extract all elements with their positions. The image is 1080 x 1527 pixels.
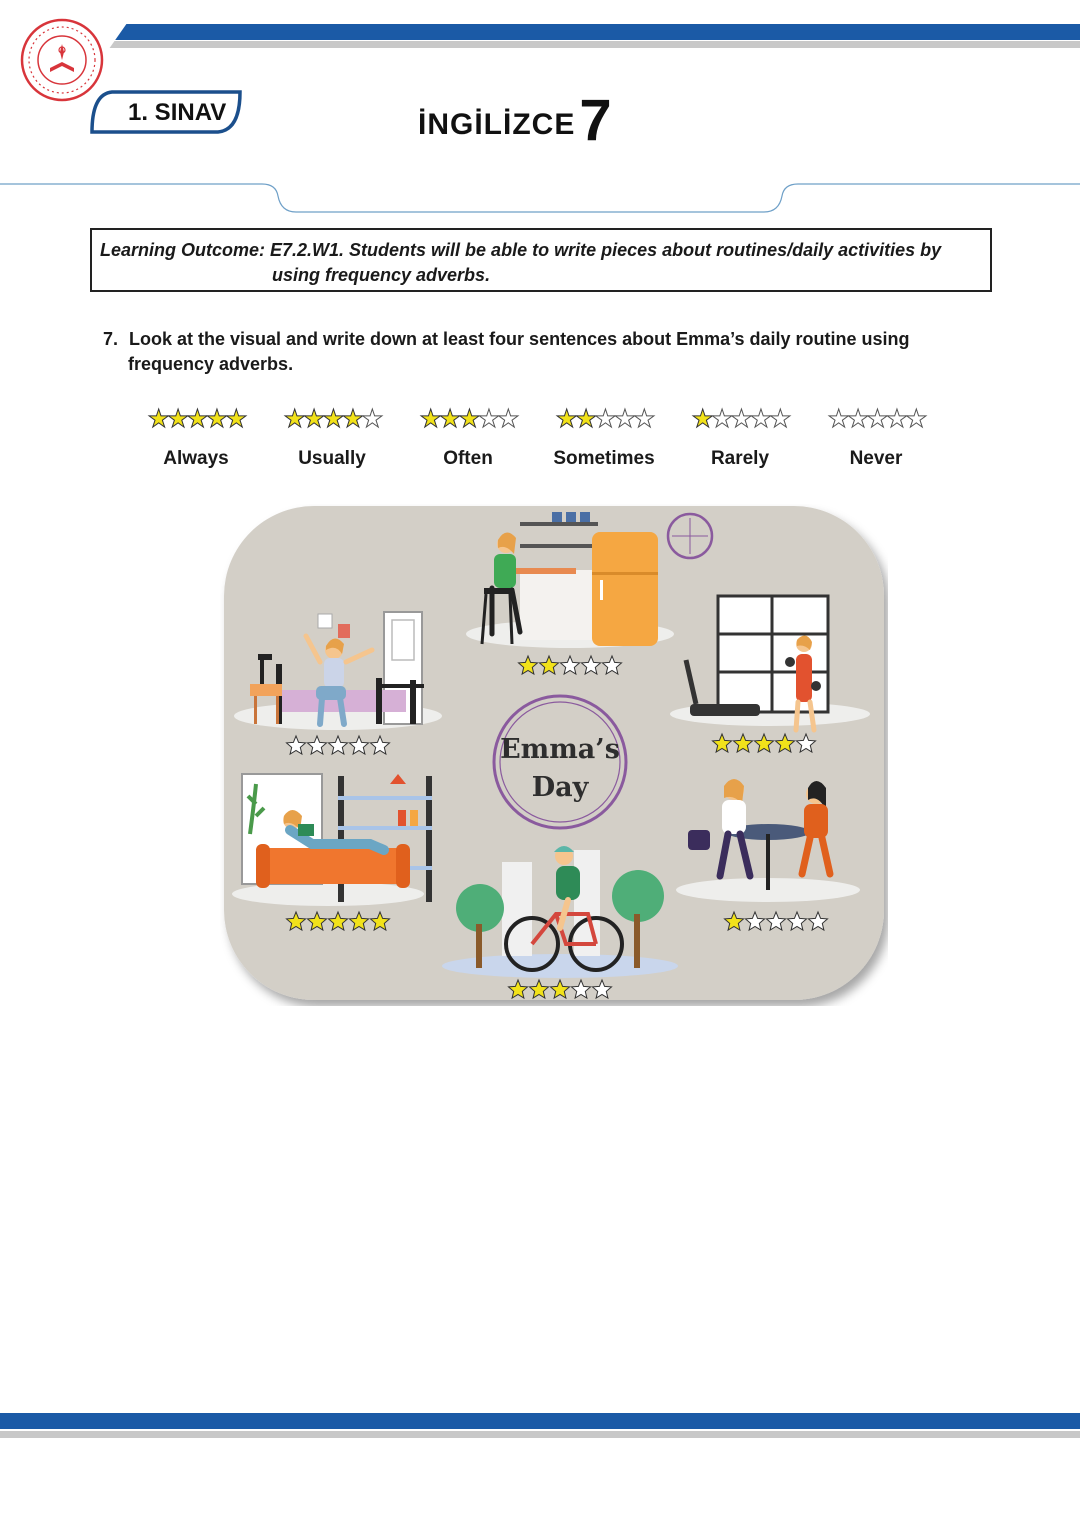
star-rating	[400, 404, 536, 434]
filled-star-icon: ★	[438, 405, 459, 433]
scale-label: Rarely	[710, 448, 770, 469]
filled-star-icon: ★	[147, 405, 167, 433]
empty-star-icon: ★	[827, 405, 847, 433]
scale-item-never	[808, 404, 944, 470]
badge-title-line-2: Day	[531, 772, 589, 803]
empty-star-icon: ★	[497, 405, 517, 433]
bottom-grey-bar	[0, 1431, 1080, 1438]
star-rating	[264, 404, 400, 434]
top-blue-bar	[100, 24, 1080, 40]
question-line-2: frequency adverbs.	[128, 354, 294, 374]
outcome-line-2: using frequency adverbs.	[272, 265, 491, 285]
filled-star-icon: ★	[186, 405, 206, 433]
scale-label: Sometimes	[553, 448, 655, 469]
question-line-1: Look at the visual and write down at least four sentences about Emma’s daily routine using	[129, 329, 910, 349]
filled-star-icon: ★	[574, 405, 595, 433]
learning-outcome-box	[90, 228, 992, 292]
filled-star-icon: ★	[322, 405, 342, 433]
empty-star-icon: ★	[633, 405, 653, 433]
star-rating	[672, 404, 808, 434]
empty-star-icon: ★	[749, 405, 770, 433]
empty-star-icon: ★	[769, 405, 789, 433]
empty-star-icon: ★	[710, 405, 731, 433]
empty-star-icon: ★	[594, 405, 614, 433]
scale-item-often	[400, 404, 536, 470]
scale-item-always	[128, 404, 264, 470]
top-grey-bar	[108, 41, 1080, 48]
filled-star-icon: ★	[225, 405, 245, 433]
scale-label: Never	[849, 448, 903, 469]
empty-star-icon: ★	[477, 405, 498, 433]
empty-star-icon: ★	[866, 405, 886, 433]
scale-label: Always	[163, 448, 229, 469]
filled-star-icon: ★	[205, 405, 226, 433]
grade-number: 7	[579, 88, 612, 153]
star-rating	[128, 404, 264, 434]
empty-star-icon: ★	[730, 405, 750, 433]
subject-title	[418, 88, 612, 153]
filled-star-icon: ★	[283, 405, 303, 433]
scale-item-sometimes	[536, 404, 672, 470]
empty-star-icon: ★	[613, 405, 634, 433]
filled-star-icon: ★	[341, 405, 362, 433]
exam-label: 1. SINAV	[128, 99, 227, 126]
empty-star-icon: ★	[846, 405, 867, 433]
scale-item-rarely	[672, 404, 808, 470]
filled-star-icon: ★	[419, 405, 439, 433]
scale-label: Often	[443, 448, 493, 469]
frequency-scale	[128, 404, 948, 476]
empty-star-icon: ★	[905, 405, 925, 433]
filled-star-icon: ★	[691, 405, 711, 433]
bottom-blue-bar	[0, 1413, 1080, 1429]
outcome-line-1: Learning Outcome: E7.2.W1. Students will be able to write pieces about routines/daily activities by	[100, 240, 942, 260]
question-text	[103, 327, 963, 377]
scale-label: Usually	[298, 448, 366, 469]
question-number: 7.	[103, 329, 119, 349]
emmas-day-illustration	[220, 504, 888, 1006]
header-divider	[0, 178, 1080, 218]
star-rating	[808, 404, 944, 434]
filled-star-icon: ★	[458, 405, 478, 433]
badge-title-line-1: Emma’s	[500, 734, 620, 765]
filled-star-icon: ★	[166, 405, 187, 433]
empty-star-icon: ★	[885, 405, 906, 433]
filled-star-icon: ★	[555, 405, 575, 433]
scale-item-usually	[264, 404, 400, 470]
filled-star-icon: ★	[302, 405, 323, 433]
empty-star-icon: ★	[361, 405, 381, 433]
star-rating	[536, 404, 672, 434]
subject-name: İNGİLİZCE	[418, 108, 576, 141]
